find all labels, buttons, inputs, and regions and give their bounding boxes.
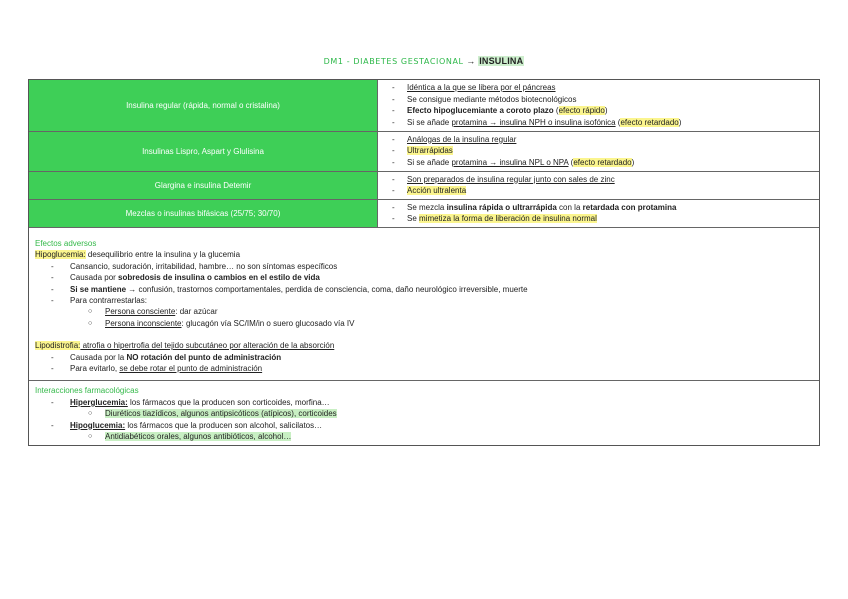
detail-item — [392, 82, 819, 94]
text-segment: efecto retardado — [620, 117, 679, 127]
text-segment: Son preparados de insulina regular junto con sales de zinc — [407, 174, 615, 184]
text-segment: → confusión, trastornos comportamentales, perdida de consciencia, coma, daño neurológico irreversible, muerte — [126, 284, 528, 294]
text-segment: : dar azúcar — [175, 307, 218, 317]
text-segment: protamina → insulina NPL o NPA — [451, 157, 569, 167]
detail-item — [392, 145, 819, 157]
page-title — [0, 56, 848, 66]
lipodystrophy-line — [35, 340, 814, 351]
insulin-type-name: Insulina regular (rápida, normal o cristalina) — [29, 80, 378, 131]
interactions-list — [35, 397, 814, 443]
lipodystrophy-label: Lipodistrofia: — [35, 341, 81, 351]
text-segment: ( — [553, 106, 559, 116]
insulin-type-name: Glargina e insulina Detemir — [29, 171, 378, 199]
detail-item — [392, 94, 819, 106]
interactions-section — [29, 381, 819, 445]
interaction-item — [51, 420, 814, 443]
detail-item — [392, 213, 819, 225]
hypoglycemia-list — [35, 261, 814, 329]
text-segment: retardada con protamina — [582, 202, 677, 212]
detail-item — [392, 134, 819, 146]
text-segment: protamina → insulina NPH o insulina isofónica — [451, 117, 616, 127]
text-segment: Persona inconsciente — [105, 318, 182, 328]
insulin-type-row — [29, 171, 819, 199]
sub-list-item — [88, 318, 814, 329]
detail-item — [392, 202, 819, 214]
insulin-type-details — [378, 171, 820, 199]
detail-item — [392, 157, 819, 169]
text-segment: efecto retardado — [573, 157, 632, 167]
insulin-type-row — [29, 199, 819, 227]
detail-item — [392, 174, 819, 186]
lipodystrophy-desc: atrofia o hipertrofia del tejido subcutáneo por alteración de la absorción — [80, 341, 335, 351]
text-segment: Ultrarrápidas — [407, 146, 453, 156]
text-segment: ( — [615, 117, 621, 127]
interaction-label: Hipoglucemia: — [70, 420, 126, 430]
adverse-effects-section — [29, 228, 819, 381]
interaction-drugs: Antidiabéticos orales, algunos antibióticos, alcohol… — [105, 431, 292, 441]
text-segment: Análogas de la insulina regular — [407, 134, 517, 144]
text-segment: Si se añade — [407, 157, 452, 167]
hypoglycemia-line — [35, 249, 814, 260]
text-segment: Si se mantiene — [70, 284, 127, 294]
text-segment: Persona consciente — [105, 307, 176, 317]
interaction-label: Hiperglucemia: — [70, 397, 128, 407]
text-segment: Cansancio, sudoración, irritabilidad, hambre… no son síntomas específicos — [70, 261, 338, 271]
sub-list-item — [88, 306, 814, 317]
insulin-type-name: Mezclas o insulinas bifásicas (25/75; 30/70) — [29, 199, 378, 227]
hypoglycemia-label: Hipoglucemia: — [35, 250, 86, 260]
interaction-item — [51, 397, 814, 420]
text-segment: ) — [604, 106, 608, 116]
sub-list-item — [88, 431, 814, 442]
detail-item — [392, 117, 819, 129]
counter-list — [70, 306, 814, 329]
list-item — [51, 284, 814, 295]
text-segment: Causada por — [70, 273, 119, 283]
text-segment: Si se añade — [407, 117, 452, 127]
list-item — [51, 352, 814, 363]
text-segment: con la — [556, 202, 583, 212]
text-segment: sobredosis de insulina o cambios en el estilo de vida — [118, 273, 320, 283]
list-item — [51, 272, 814, 283]
insulin-type-name: Insulinas Lispro, Aspart y Glulisina — [29, 131, 378, 171]
detail-item — [392, 105, 819, 117]
text-segment: Para contrarrestarlas: — [70, 295, 147, 305]
text-segment: Se — [407, 214, 420, 224]
detail-item — [392, 185, 819, 197]
insulin-type-row — [29, 131, 819, 171]
text-segment: Idéntica a la que se libera por el páncreas — [407, 83, 556, 93]
sub-list-item — [88, 408, 814, 419]
list-item — [51, 295, 814, 329]
text-segment: ) — [678, 117, 682, 127]
list-item — [51, 261, 814, 272]
text-segment: ( — [568, 157, 574, 167]
insulin-types-table — [29, 80, 819, 228]
text-segment: NO rotación del punto de administración — [126, 352, 282, 362]
text-segment: : glucagón vía SC/IM/in o suero glucosado vía IV — [181, 318, 355, 328]
text-segment: efecto rápido — [558, 106, 605, 116]
insulin-type-details — [378, 199, 820, 227]
interaction-desc: los fármacos que la producen son alcohol, salicilatos… — [125, 420, 323, 430]
interaction-sub-list — [70, 408, 814, 419]
lipodystrophy-list — [35, 352, 814, 375]
text-segment: se debe rotar el punto de administración — [119, 363, 263, 373]
insulin-type-details — [378, 80, 820, 131]
interactions-heading: Interacciones farmacológicas — [35, 386, 139, 396]
text-segment: insulina rápida o ultrarrápida — [446, 202, 557, 212]
adverse-effects-heading: Efectos adversos — [35, 238, 97, 248]
hypoglycemia-desc: desequilibrio entre la insulina y la glucemia — [85, 250, 241, 260]
interaction-sub-list — [70, 431, 814, 442]
interaction-desc: los fármacos que la producen son corticoides, morfina… — [127, 397, 330, 407]
text-segment: mimetiza la forma de liberación de insulina normal — [419, 214, 597, 224]
text-segment: Acción ultralenta — [407, 186, 467, 196]
text-segment: Efecto hipoglucemiante a coroto plazo — [407, 106, 554, 116]
notes-sheet — [28, 79, 820, 446]
title-arrow: → — [466, 56, 476, 66]
text-segment: ) — [631, 157, 635, 167]
insulin-type-row — [29, 80, 819, 131]
interaction-drugs: Diuréticos tiazídicos, algunos antipsicóticos (atípicos), corticoides — [105, 409, 337, 419]
text-segment: Se mezcla — [407, 202, 447, 212]
text-segment: Para evitarlo, — [70, 363, 120, 373]
title-prefix: DM1 - DIABETES GESTACIONAL — [323, 57, 464, 66]
list-item — [51, 363, 814, 374]
title-topic: INSULINA — [479, 56, 524, 66]
insulin-type-details — [378, 131, 820, 171]
text-segment: Causada por la — [70, 352, 127, 362]
text-segment: Se consigue mediante métodos biotecnológicos — [407, 94, 577, 104]
